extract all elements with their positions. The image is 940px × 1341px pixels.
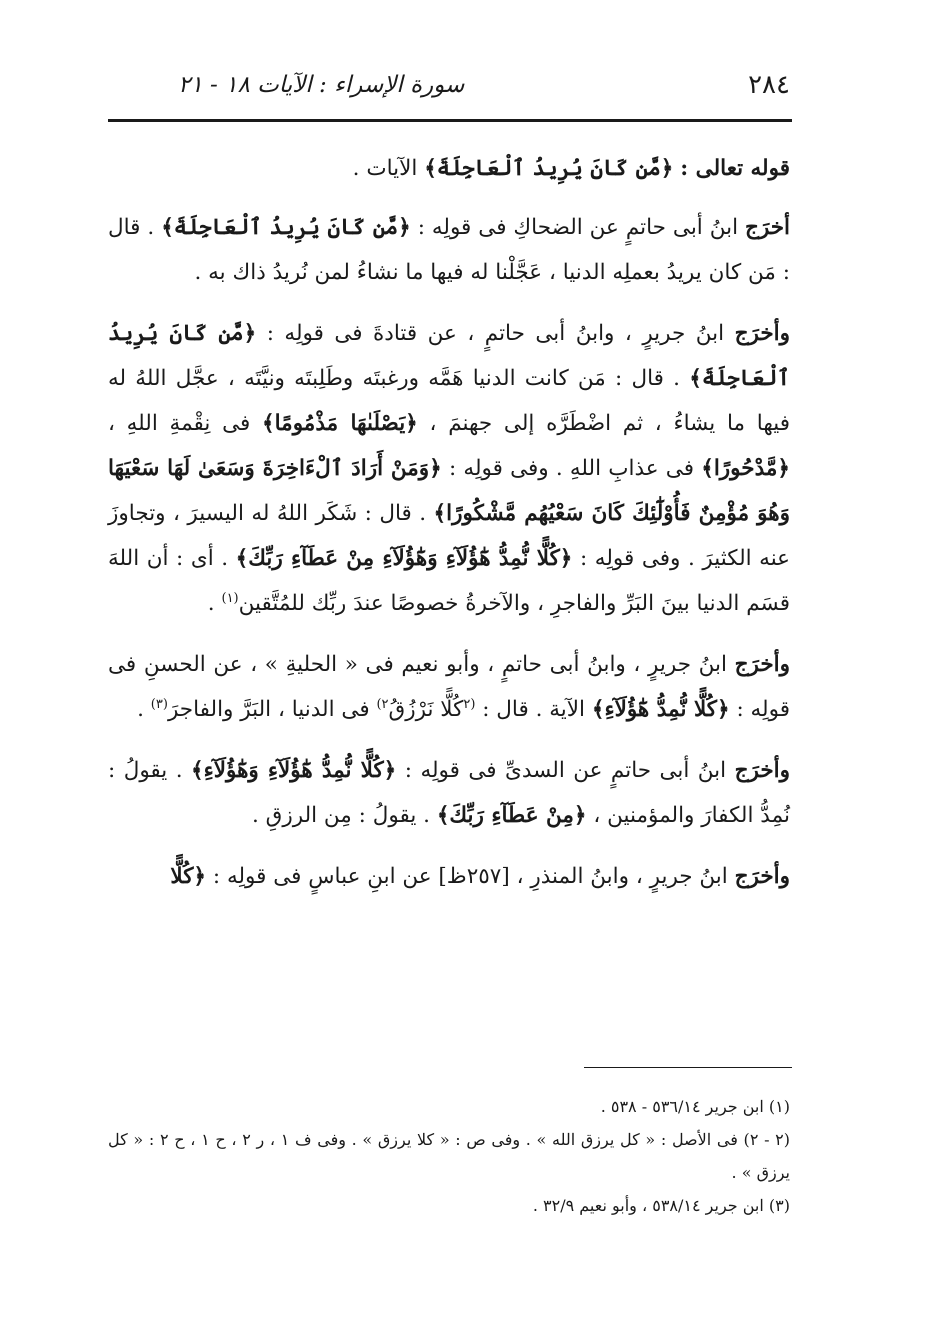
- paragraph-qatada: [108, 311, 790, 626]
- quran-quote: ﴿مَّن كَانَ يُرِيدُ ٱلْعَاجِلَةَ﴾: [161, 215, 411, 240]
- quran-quote: ﴿كُلًّا: [170, 864, 207, 889]
- paragraph-text: . قال : شَكَر اللهُ له اليسيرَ ، وتجاوزَ عنه الكثيرَ . وفى قولِه :: [108, 501, 791, 571]
- paragraph-hasan: [108, 642, 790, 732]
- quran-quote: ﴿وَمَنْ أَرَادَ ٱلْءَاخِرَةَ وَسَعَىٰ لَهَا سَعْيَهَا وَهُوَ مُؤْمِنٌ فَأُوْلَٰٓئِكَ كَانَ سَعْيُهُم مَّشْكُورًا﴾: [108, 456, 790, 526]
- quran-quote: ﴿مَّن كَانَ يُرِيدُ ٱلْعَاجِلَةَ﴾: [108, 321, 790, 391]
- paragraph-text: فى عذابِ اللهِ . وفى قولِه :: [448, 456, 695, 481]
- footnote-reference: (٢: [463, 696, 476, 712]
- paragraph-suddi: [108, 748, 790, 838]
- paragraph-text: ابنُ جريرٍ ، وابنُ المنذرِ ، [٢٥٧ظ] عن ابنِ عباسٍ فى قولِه :: [212, 864, 728, 889]
- running-title: سورة الإسراء : الآيات ١٨ - ٢١: [178, 72, 465, 98]
- paragraph-verse-heading: [108, 146, 790, 191]
- paragraph-lead: أخرَج: [745, 215, 791, 240]
- quran-quote: ﴿كُلًّا نُّمِدُّ هَٰٓؤُلَآءِ وَهَٰٓؤُلَآءِ﴾: [191, 758, 397, 783]
- paragraph-text: ابنُ أبى حاتمٍ عن السدىِّ فى قولِه :: [404, 758, 727, 783]
- paragraph-text: ابنُ جريرٍ ، وابنُ أبى حاتمٍ ، وأبو نعيم فى « الحليةِ » ، عن الحسنِ فى قولِه :: [108, 652, 790, 722]
- paragraph-text: فى الدنيا ، البَرَّ والفاجرَ: [167, 697, 370, 722]
- footnote-reference: ٢): [376, 696, 389, 712]
- quran-quote: ﴿مَّن كَانَ يُرِيدُ ٱلْعَاجِلَةَ﴾: [424, 156, 674, 181]
- footnote-2: (٢ - ٢) فى الأصل : « كل يرزق الله » . وفى ص : « كلا يرزق » . وفى ف ١ ، ر ٢ ، ح ١ ، ح ٢ : « كل يرزق » .: [108, 1130, 791, 1182]
- page-header: [108, 62, 790, 108]
- paragraph-text: . قال : مَن كانت الدنيا هَمَّه ورغبتَه وطَلِبتَه ونيَّتَه ، عجَّل اللهُ له فيها ما يشاءُ ، ثم اضْطَرَّه إلى جهنمَ ،: [108, 366, 791, 436]
- paragraph-text: فى نِقْمةِ اللهِ ،: [108, 411, 251, 436]
- footnote-1: (١) ابن جرير ٥٣٦/١٤ - ٥٣٨ .: [600, 1097, 790, 1116]
- paragraph-text: . أى : أن اللهَ قسَم الدنيا بينَ البَرِّ والفاجرِ ، والآخرةُ خصوصًا عندَ ربِّك للمُتَّقين: [108, 546, 790, 616]
- quran-quote: ﴿يَصْلَىٰهَا مَذْمُومًا﴾: [262, 411, 418, 436]
- paragraph-text: ابنُ جريرٍ ، وابنُ أبى حاتمٍ ، عن قتادةَ فى قولِه :: [266, 321, 725, 346]
- paragraph-lead: وأخرَج: [734, 321, 790, 346]
- paragraph-text: الآية . قال :: [482, 697, 586, 722]
- quran-quote: ﴿كُلًّا نُّمِدُّ هَٰٓؤُلَآءِ﴾: [591, 697, 730, 722]
- footnotes: [108, 1090, 790, 1222]
- paragraph-text: ابنُ أبى حاتمٍ عن الضحاكِ فى قولِه :: [417, 215, 739, 240]
- paragraph-text: الآيات .: [352, 156, 418, 181]
- paragraph-lead: وأخرَج: [734, 758, 790, 783]
- footnote-reference: (٣): [150, 696, 168, 712]
- footnote-3: (٣) ابن جرير ٥٣٨/١٤ ، وأبو نعيم ٣٢/٩ .: [532, 1196, 790, 1215]
- page-number: ٢٨٤: [748, 70, 790, 100]
- header-rule: [108, 119, 792, 122]
- paragraph-lead: وأخرَج: [734, 652, 790, 677]
- main-text: [108, 146, 790, 915]
- quran-quote: ﴿مَّدْحُورًا﴾: [701, 456, 790, 481]
- paragraph-text: .: [137, 697, 144, 722]
- footnote-rule: [584, 1067, 792, 1068]
- paragraph-text: .: [207, 591, 215, 616]
- quran-quote: ﴿كُلًّا نُّمِدُّ هَٰٓؤُلَآءِ وَهَٰٓؤُلَآءِ مِنْ عَطَآءِ رَبِّكَ﴾: [235, 546, 573, 571]
- paragraph-lead: قوله تعالى :: [680, 156, 790, 181]
- paragraph-text: . يقولُ : نُمِدُّ الكفارَ والمؤمنين ،: [108, 758, 790, 828]
- paragraph-dahhak: [108, 205, 790, 295]
- paragraph-text: . قال : مَن كان يريدُ بعملِه الدنيا ، عَجَّلْنا له فيها ما نشاءُ لمن نُريدُ ذاك به .: [108, 215, 790, 285]
- paragraph-text: . يقولُ : مِن الرزقِ .: [251, 803, 430, 828]
- paragraph-text: كُلًّا نَرْزُقُ: [388, 697, 464, 722]
- quran-quote: ﴿مِنْ عَطَآءِ رَبِّكَ﴾: [436, 803, 587, 828]
- footnote-reference: (١): [221, 590, 239, 606]
- paragraph-lead: وأخرَج: [734, 864, 790, 889]
- paragraph-ibn-abbas: [108, 854, 790, 899]
